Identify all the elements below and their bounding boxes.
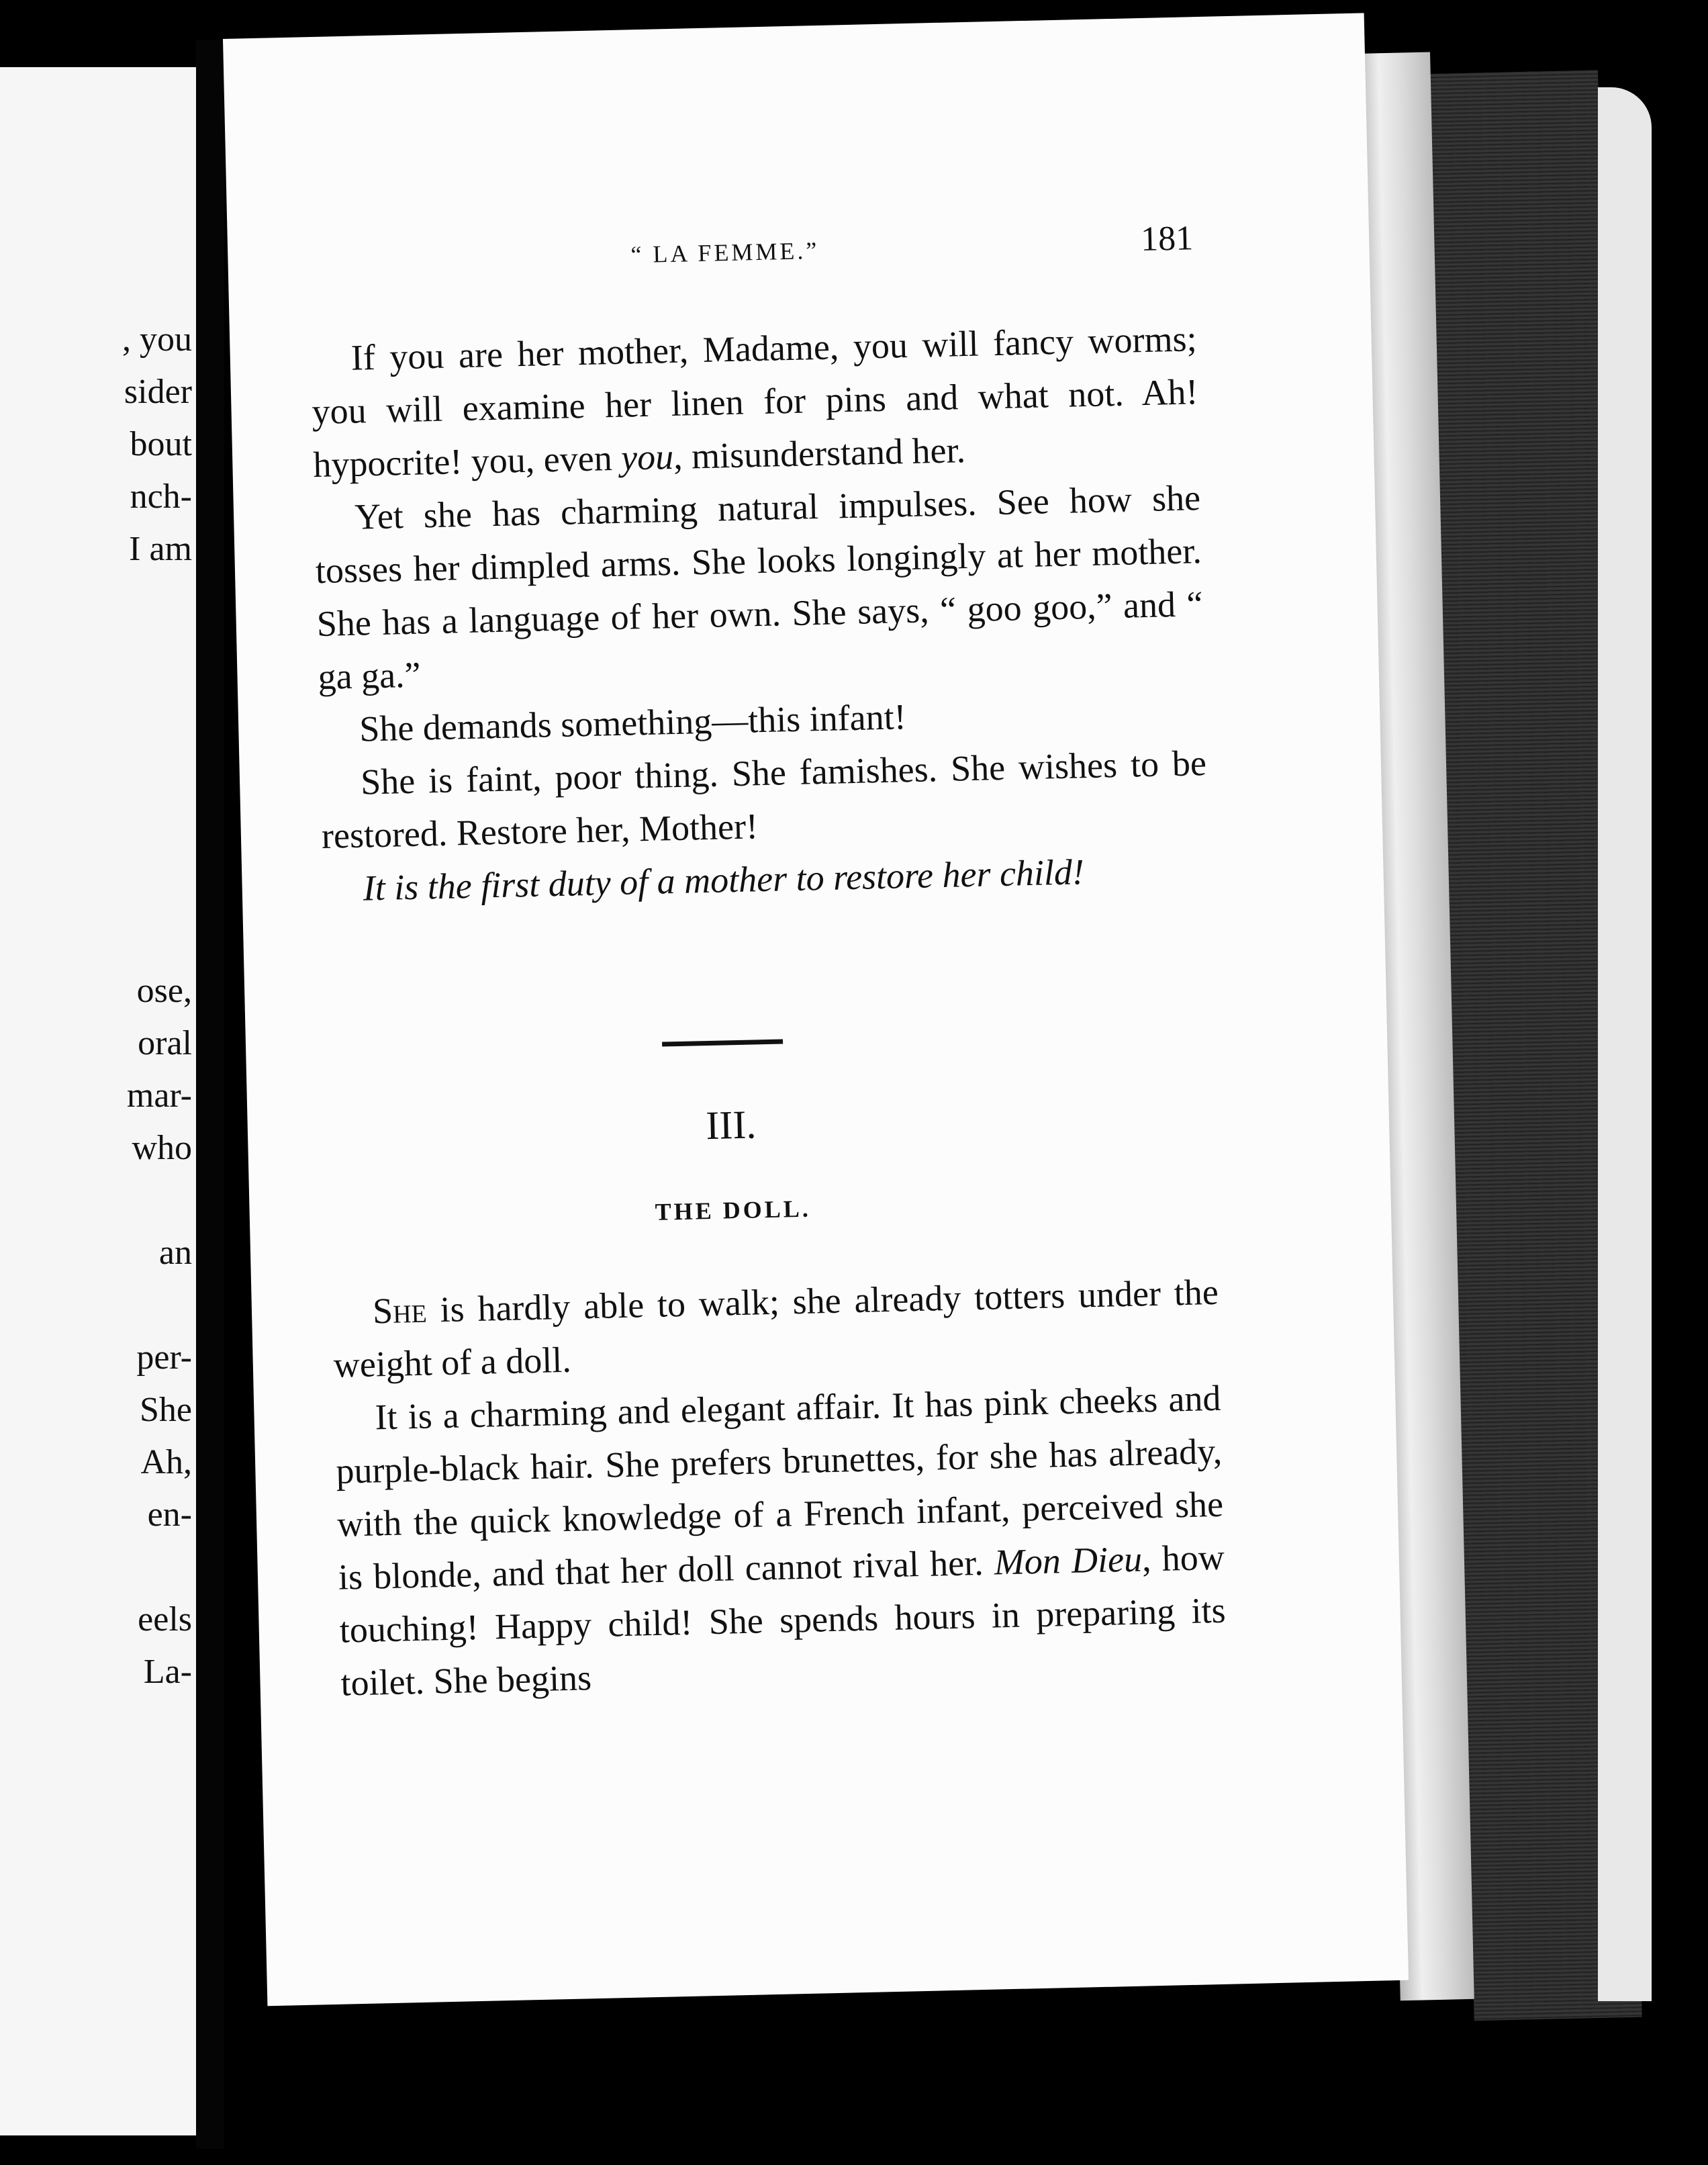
running-head: [228, 214, 1370, 281]
italic-text: you: [620, 436, 674, 478]
paragraph: Yet she has charming natural impulses. See how she tosses her dimpled arms. She looks longingly at her mother. She has a language of her own. She says, “ goo goo,” and “ ga ga.”: [315, 477, 1204, 698]
section-title: THE DOLL.: [655, 1195, 812, 1226]
section-one-text: [310, 312, 1209, 916]
left-text-line: en-: [147, 1495, 192, 1534]
left-text-line: , you: [122, 320, 192, 359]
paragraph: [310, 312, 1200, 492]
right-page: [223, 13, 1409, 2006]
paragraph: [334, 1372, 1227, 1710]
left-text-line: an: [158, 1234, 192, 1272]
left-text-line: Ah,: [140, 1443, 192, 1481]
italic-text: Mon Dieu: [994, 1538, 1143, 1583]
book-gutter: [196, 40, 224, 2149]
left-page: [0, 67, 196, 2135]
paragraph-text: It is a charming and elegant affair. It has pink cheeks and purple-black hair. She prefers brunettes, for she has already, with the quick knowledge of a French infant, perceived she is blonde, and that her doll cannot rival her.: [335, 1377, 1224, 1598]
left-text-line: ose,: [136, 972, 192, 1010]
paragraph-text: is hardly able to walk; she already totters under the weight of a doll.: [333, 1271, 1219, 1385]
paragraph-text: , misunderstand her.: [673, 430, 966, 477]
left-text-line: La-: [143, 1653, 192, 1691]
left-text-line: mar-: [126, 1076, 192, 1115]
left-text-line: who: [132, 1129, 192, 1167]
left-text-line: eels: [138, 1600, 192, 1639]
paragraph: [332, 1266, 1220, 1392]
paragraph-text: , how touching! Happy child! She spends hours in preparing its toilet. She begins: [339, 1536, 1227, 1704]
paragraph-text: If you are her mother, Madame, you will fancy worms; you will examine her linen for pins and what not. Ah! hypocrite! you, even: [311, 318, 1198, 486]
small-caps-lead: She: [372, 1289, 428, 1332]
left-text-line: nch-: [130, 477, 192, 516]
left-text-line: oral: [138, 1024, 192, 1062]
left-text-line: sider: [124, 373, 192, 411]
left-text-line: I am: [129, 530, 192, 568]
section-two-text: [332, 1266, 1227, 1710]
italic-paragraph: It is the first duty of a mother to restore her child!: [363, 851, 1085, 909]
page-number: 181: [1140, 219, 1194, 259]
paragraph: She demands something—this infant!: [359, 696, 907, 749]
running-head-title: “ LA FEMME.”: [630, 236, 820, 269]
left-text-line: per-: [136, 1338, 192, 1377]
left-text-line: She: [140, 1391, 192, 1429]
section-divider-rule: [662, 1039, 783, 1046]
section-numeral: III.: [705, 1102, 757, 1148]
book-cover-board: [1598, 87, 1652, 2001]
left-text-line: bout: [130, 425, 192, 463]
paragraph: She is faint, poor thing. She famishes. She wishes to be restored. Restore her, Mother!: [321, 743, 1207, 856]
